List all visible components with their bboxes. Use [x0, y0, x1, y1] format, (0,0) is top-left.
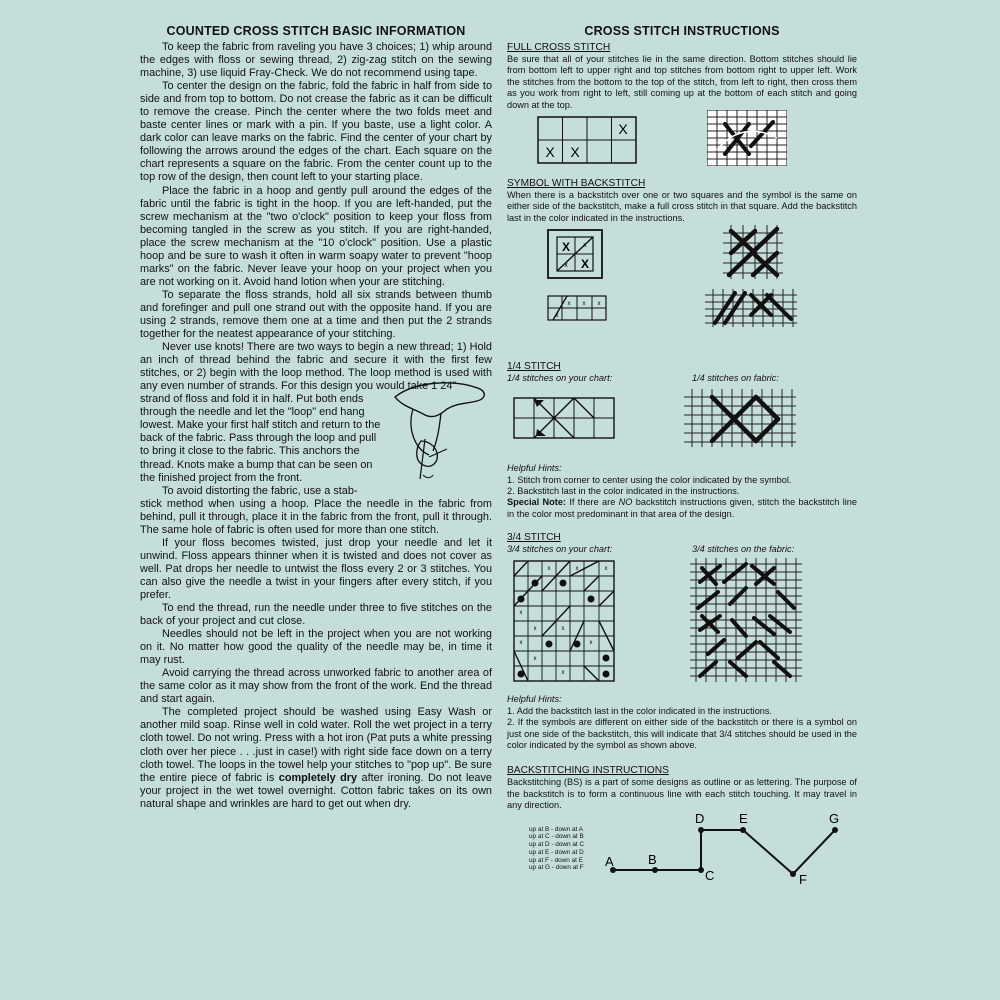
full-cross-chart-diagram: [537, 116, 637, 164]
svg-text:x: x: [547, 566, 551, 573]
backstitch-path-diagram: [603, 812, 853, 892]
quarter-chart-caption: 1/4 stitches on your chart:: [507, 373, 613, 384]
backstitch-step: up at G - down at F: [529, 864, 584, 872]
three-quarter-hint-1: 1. Add the backstitch last in the color indicated in the instructions.: [507, 705, 773, 716]
quarter-fabric-caption: 1/4 stitches on fabric:: [692, 373, 779, 384]
backstitch-label-b: B: [648, 851, 657, 867]
backstitch-label-a: A: [605, 853, 614, 869]
symbol-fabric-diagram: [723, 225, 783, 279]
backstitch-label-e: E: [739, 811, 748, 826]
symbol-chart-row-diagram: [547, 295, 607, 321]
loop-line: back of the fabric. Pass through the loop and pull: [140, 432, 377, 445]
three-quarter-fabric-diagram: [690, 558, 802, 682]
svg-text:x: x: [519, 610, 523, 617]
paragraph-centering: To center the design on the fabric, fold the fabric in half from side to side and from top to bottom. Do not crease the fabric as it can be difficult to remove the crease. Pinch the center where the two folds meet and baste center lines or mark with a pin. If you baste, use a light color. A dark color can leave marks on the fabric. Find the center of your chart by following the arrows around the edges of the chart. Each square on the chart represents a square on the fabric. From the center count up to the top row of the design, then count left to your starting place.: [140, 80, 492, 184]
backstitch-step-list: [529, 826, 584, 873]
loop-line: thread. Knots make a bump that can be seen on: [140, 458, 373, 471]
backstitch-point-c: [698, 867, 704, 873]
paragraph-hoop: Place the fabric in a hoop and gently pull around the edges of the fabric until the fabric is tight in the hoop. If you are left-handed, put the screw mechanism at the "two o'clock" position to keep your floss from becoming tangled in the screw as you stitch. If you are right-handed, place the screw mechanism at the "10 o'clock" position. Use a plastic hoop and be sure to wash it often in warm soapy water to prevent "hoop marks" on the fabric. Never leave your hoop on your project when you are not working on it. Avoid hand lotion when your are stitching.: [140, 184, 492, 288]
backstitch-point-e: [740, 827, 746, 833]
svg-text:x: x: [564, 262, 568, 270]
full-cross-fabric-diagram: [707, 110, 787, 166]
svg-text:x: x: [555, 313, 559, 320]
instructions-title: CROSS STITCH INSTRUCTIONS: [584, 24, 780, 38]
svg-text:x: x: [597, 301, 601, 308]
quarter-hint-2: 2. Backstitch last in the color indicated in the instructions.: [507, 486, 740, 497]
backstitch-step: up at B - down at A: [529, 825, 583, 833]
loop-line: strand of floss and fold it in half. Put both ends: [140, 393, 364, 406]
symbol-fabric-row-diagram: [705, 289, 797, 327]
svg-text:X: X: [618, 121, 628, 138]
three-quarter-chart-caption: 3/4 stitches on your chart:: [507, 544, 613, 555]
paragraph-floss-strands: To separate the floss strands, hold all six strands between thumb and forefinger and pull one strand out with the opposite hand. If you are using 2 strands, remove them one at a time and then put the 2 strands together for the neatest appearance of your stitching.: [140, 288, 492, 341]
paragraph-raveling: To keep the fabric from raveling you have 3 choices; 1) whip around the edges with floss or sewing thread, 2) zig-zag stitch on the sewing machine, 3) use liquid Fray-Check. We do not recommend using tape.: [140, 41, 492, 80]
backstitch-figure: [507, 812, 857, 892]
paragraph-stab-stitch: stick method when using a hoop. Place the needle in the fabric from behind, pull it through, place it in the fabric from the front, pull it through. The same hole of fabric is often used for more than one stitch.: [140, 497, 492, 536]
full-cross-heading: FULL CROSS STITCH: [507, 42, 611, 53]
svg-text:x: x: [589, 640, 593, 647]
loop-line: lowest. Make your first half stitch and return to the: [140, 419, 381, 432]
paragraph-stab-stitch-start: To avoid distorting the fabric, use a stab-: [162, 484, 358, 497]
full-cross-figures: [507, 116, 857, 176]
special-note-no: NO: [618, 497, 633, 508]
svg-text:x: x: [533, 656, 537, 663]
svg-text:x: x: [604, 566, 608, 573]
washing-text: The completed project should be washed using Easy Wash or another mild soap. Rinse well in cold water. Roll the wet project in a terry cloth towel. Do not wring. Press with a hot iron (Pat puts a white pressing cloth over her piece . . .just in case!) with right side face down on a terry cloth towel. The loops in the towel help your stitches to "pop up". Be sure the entire piece of fabric is: [140, 706, 492, 784]
full-cross-text: Be sure that all of your stitches lie in the same direction. Bottom stitches should lie from bottom left to upper right and top stitches from bottom right to upper left. Work the stitches from the bottom to the top of the stitch, from left to right, then cross them as you work from right to left, still coming up at the bottom of each stitch and going down at the top.: [507, 54, 857, 110]
backstitch-label-f: F: [799, 871, 807, 887]
quarter-hints-heading: Helpful Hints:: [507, 463, 562, 474]
quarter-special-note: [507, 497, 857, 520]
basic-info-column: [140, 24, 492, 811]
paragraph-carrying-thread: Avoid carrying the thread across unworked fabric to another area of the same color as it may show from the front of the work. End the thread and start again.: [140, 667, 492, 706]
backstitch-point-f: [790, 871, 796, 877]
basic-info-title: COUNTED CROSS STITCH BASIC INFORMATION: [166, 24, 466, 38]
backstitch-step: up at D - down at C: [529, 841, 585, 849]
symbol-chart-diagram: [547, 229, 603, 279]
three-quarter-fabric-caption: 3/4 stitches on the fabric:: [692, 544, 795, 555]
svg-text:x: x: [567, 301, 571, 308]
quarter-stitch-figures: [507, 373, 857, 461]
three-quarter-hints-heading: Helpful Hints:: [507, 694, 562, 705]
backstitch-heading: BACKSTITCHING INSTRUCTIONS: [507, 765, 669, 777]
three-quarter-figures: [507, 544, 857, 692]
backstitch-point-g: [832, 827, 838, 833]
backstitch-step: up at C - down at B: [529, 833, 584, 841]
loop-line: through the needle and let the "loop" end hang: [140, 406, 365, 419]
svg-text:x: x: [582, 301, 586, 308]
backstitch-point-d: [698, 827, 704, 833]
paragraph-twisted-floss: If your floss becomes twisted, just drop your needle and let it unwind. Floss appears thinner when it is twisted and does not cover as well. Pat drops her needle to untwist the floss every 2 or 3 stitches. You can also give the needle a twist in your fingers after every stitch, if you prefer.: [140, 536, 492, 601]
quarter-stitch-heading: 1/4 STITCH: [507, 361, 561, 373]
quarter-chart-diagram: [513, 397, 615, 439]
backstitch-step: up at E - down at D: [529, 848, 584, 856]
svg-text:x: x: [575, 566, 579, 573]
loop-line: to bring it close to the fabric. This anchors the: [140, 445, 360, 458]
paragraph-needles: Needles should not be left in the project when you are not working on it. No matter how good the quality of the needle may be, in time it may rust.: [140, 628, 492, 667]
symbol-backstitch-heading: SYMBOL WITH BACKSTITCH: [507, 178, 646, 190]
symbol-backstitch-text: When there is a backstitch over one or two squares and the symbol is the same on either side of the backstitch, make a full cross stitch in that square. Add the backstitch last in the color indicated in the instructions.: [507, 190, 857, 223]
three-quarter-hint-2: 2. If the symbols are different on either side of the backstitch or there is a symbol on just one side of the backstitch, this will indicate that 3/4 stitches should be used in the color indicated by the symbol as shown above.: [507, 717, 857, 750]
three-quarter-heading: 3/4 STITCH: [507, 532, 561, 544]
backstitch-step: up at F - down at E: [529, 856, 583, 864]
symbol-backstitch-figures: [507, 229, 857, 347]
backstitch-label-d: D: [695, 811, 705, 826]
svg-text:x: x: [519, 640, 523, 647]
backstitch-point-b: [652, 867, 658, 873]
backstitch-label-g: G: [829, 811, 840, 826]
washing-text-end: after ironing. Do not leave your project in the wet towel overnight. Cotton fabric takes on its own natural shape and wrinkles are hard to get out when dry.: [140, 771, 492, 810]
instructions-column: [507, 24, 857, 892]
quarter-fabric-diagram: [684, 389, 796, 447]
loop-line: the finished project from the front.: [140, 471, 303, 484]
washing-emphasis: completely dry: [278, 771, 358, 784]
svg-text:x: x: [561, 626, 565, 633]
quarter-hint-1: 1. Stitch from corner to center using the color indicated by the symbol.: [507, 474, 792, 485]
special-note-text: If there are: [566, 497, 619, 508]
loop-method-block: [140, 393, 492, 497]
backstitch-label-c: C: [705, 867, 715, 883]
paragraph-end-thread: To end the thread, run the needle under three to five stitches on the back of your project and cut close.: [140, 602, 492, 628]
svg-text:x: x: [533, 626, 537, 633]
three-quarter-chart-diagram: [513, 560, 615, 682]
special-note-label: Special Note:: [507, 497, 566, 508]
svg-text:x: x: [583, 242, 587, 250]
loop-method-illustration: [385, 379, 495, 484]
svg-text:X: X: [561, 240, 571, 255]
svg-text:X: X: [570, 144, 580, 161]
svg-text:X: X: [545, 144, 555, 161]
special-note-text-end: backstitch instructions given, stitch the backstitch line in the color most predominant in that area of the design.: [507, 497, 857, 519]
svg-text:X: X: [580, 257, 590, 272]
backstitch-text: Backstitching (BS) is a part of some designs as outline or as lettering. The purpose of the backstitch is to form a continuous line with each stitch touching. It may travel in any direction.: [507, 777, 857, 811]
paragraph-no-knots: Never use knots! There are two ways to begin a new thread; 1) Hold an inch of thread behind the fabric and secure it with the first few stitches, or 2) begin with the loop method. The loop method is used with any even number of strands. For this design you would take 1 24": [140, 341, 492, 393]
svg-text:x: x: [561, 670, 565, 677]
paragraph-washing: [140, 706, 492, 810]
